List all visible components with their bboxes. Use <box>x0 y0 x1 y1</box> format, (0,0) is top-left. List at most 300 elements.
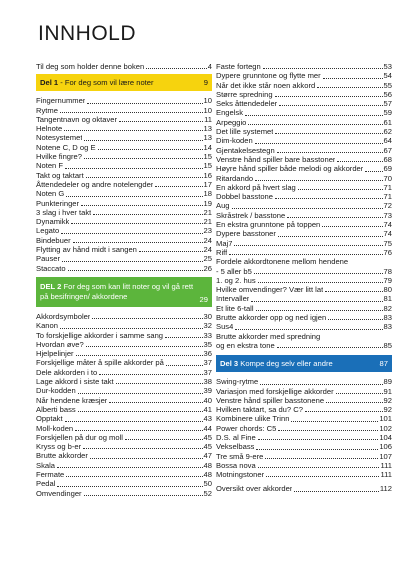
toc-entry[interactable] <box>36 115 212 124</box>
entry-text: Pedal <box>36 479 56 489</box>
toc-entry[interactable] <box>216 183 392 192</box>
entry-page: 13 <box>203 124 212 134</box>
dot-leader <box>65 168 203 169</box>
entry-page: 32 <box>203 321 212 331</box>
entry-text: Faste fortegn <box>216 62 261 71</box>
entry-text: Det lille systemet <box>216 127 274 137</box>
toc-entry[interactable] <box>36 124 212 133</box>
entry-text: Maj7 <box>216 238 233 248</box>
toc-entry[interactable] <box>216 257 392 266</box>
entry-text: og en ekstra tone <box>216 340 275 350</box>
toc-entry[interactable] <box>36 106 212 115</box>
dot-leader <box>66 476 202 477</box>
entry-page: 68 <box>383 154 392 164</box>
entry-text: Kryss og b-er <box>36 442 82 452</box>
dot-leader <box>125 439 203 440</box>
toc-entry[interactable] <box>216 461 392 470</box>
dot-leader <box>235 329 382 330</box>
section-header-del2[interactable] <box>36 277 212 307</box>
toc-entry-intro[interactable] <box>36 62 212 71</box>
page-title: INNHOLD <box>38 22 137 45</box>
entry-page: 72 <box>383 201 392 211</box>
dot-leader <box>325 291 382 292</box>
dot-leader <box>234 245 382 246</box>
entry-page: 43 <box>203 414 212 424</box>
toc-entry[interactable] <box>216 127 392 136</box>
toc-entry[interactable] <box>36 312 212 321</box>
entry-page: 111 <box>380 460 392 470</box>
toc-entry[interactable] <box>36 217 212 226</box>
entry-text: Et lite 6-tall <box>216 303 254 313</box>
toc-entry[interactable] <box>36 236 212 245</box>
toc-entry[interactable] <box>216 405 392 414</box>
entry-page: 11 <box>204 114 212 124</box>
toc-entry[interactable] <box>36 386 212 395</box>
entry-text: En ekstra grunntone på toppen <box>216 220 321 230</box>
entry-page: 67 <box>383 145 392 155</box>
entry-page: 21 <box>203 217 212 227</box>
entry-page: 24 <box>203 235 212 245</box>
dot-leader <box>93 214 202 215</box>
entry-text: Tangentnavn og oktaver <box>36 114 118 124</box>
toc-entry[interactable] <box>36 189 212 198</box>
entry-text: Notene C, D og E <box>36 142 96 152</box>
toc-entry[interactable] <box>36 479 212 488</box>
toc-entry[interactable] <box>216 81 392 90</box>
dot-leader <box>62 261 202 262</box>
entry-text: Når det ikke står noen akkord <box>216 80 316 90</box>
dot-leader <box>86 177 203 178</box>
toc-entry[interactable] <box>216 341 392 350</box>
toc-entry[interactable] <box>216 387 392 396</box>
toc-entry[interactable] <box>216 313 392 322</box>
section-label: Del 1 <box>40 77 59 87</box>
dot-leader <box>84 495 203 496</box>
dot-leader <box>84 140 202 141</box>
dot-leader <box>256 449 378 450</box>
dot-leader <box>166 365 203 366</box>
dot-leader <box>165 337 203 338</box>
dot-leader <box>291 421 378 422</box>
toc-entry[interactable] <box>36 161 212 170</box>
entry-page: 45 <box>203 442 212 452</box>
toc-entry[interactable] <box>216 294 392 303</box>
entry-text: Oversikt over akkorder <box>216 484 293 494</box>
entry-page: 83 <box>383 313 392 323</box>
entry-text: Pauser <box>36 254 61 264</box>
toc-entry[interactable] <box>36 331 212 340</box>
toc-entry[interactable] <box>216 322 392 331</box>
toc-entry[interactable] <box>216 332 392 341</box>
toc-entry[interactable] <box>36 414 212 423</box>
dot-leader <box>57 486 202 487</box>
entry-page: 21 <box>203 207 212 217</box>
toc-entry[interactable] <box>216 304 392 313</box>
dot-leader <box>139 251 203 252</box>
toc-entry[interactable] <box>216 71 392 80</box>
dot-leader <box>229 254 382 255</box>
toc-entry[interactable] <box>36 349 212 358</box>
toc-entry[interactable] <box>36 405 212 414</box>
entry-text: Forskjellige måter å spille akkorder på <box>36 358 164 368</box>
dot-leader <box>317 87 382 88</box>
entry-page: 45 <box>203 432 212 442</box>
dot-leader <box>73 242 203 243</box>
entry-page: 52 <box>203 488 212 498</box>
dot-leader <box>71 223 202 224</box>
entry-text: Hvordan øve? <box>36 339 84 349</box>
dot-leader <box>258 282 383 283</box>
entry-page: 10 <box>203 105 212 115</box>
entry-text: 3 slag i hver takt <box>36 207 92 217</box>
entry-page: 38 <box>203 377 212 387</box>
entry-text: To forskjellige akkorder i samme sang <box>36 330 164 340</box>
entry-page: 57 <box>383 99 392 109</box>
entry-text: Bossa nova <box>216 460 256 470</box>
dot-leader <box>260 384 382 385</box>
dot-leader <box>251 301 382 302</box>
dot-leader <box>263 68 383 69</box>
toc-entry[interactable] <box>36 321 212 330</box>
entry-text: Kombinere ulike Trinn <box>216 414 290 424</box>
entry-page: 73 <box>383 210 392 220</box>
dot-leader <box>365 171 382 172</box>
entry-page: 83 <box>383 322 392 332</box>
toc-entry[interactable] <box>36 152 212 161</box>
entry-text: Ritardando <box>216 173 254 183</box>
dot-leader <box>84 158 203 159</box>
entry-text: Venstre hånd spiller basstonene <box>216 395 325 405</box>
entry-text: Power chords: C5 <box>216 423 277 433</box>
dot-leader <box>60 112 203 113</box>
dot-leader <box>61 233 202 234</box>
entry-page: 62 <box>383 127 392 137</box>
section-page: 29 <box>199 294 208 304</box>
entry-page: 26 <box>203 263 212 273</box>
toc-entry[interactable] <box>216 414 392 423</box>
dot-leader <box>65 421 203 422</box>
entry-page: 40 <box>203 395 212 405</box>
entry-page: 44 <box>203 423 212 433</box>
entry-text: Rytme <box>36 105 58 115</box>
entry-text: Fingernummer <box>36 96 86 106</box>
entry-page: 59 <box>383 108 392 118</box>
entry-text: Moll-koden <box>36 423 74 433</box>
toc-entry[interactable] <box>216 276 392 285</box>
entry-text: Åttendedeler og andre notelengder <box>36 179 154 189</box>
toc-entry[interactable] <box>216 136 392 145</box>
dot-leader <box>86 346 203 347</box>
section-page: 87 <box>379 359 388 369</box>
entry-text: Skråstrek / basstone <box>216 210 286 220</box>
entry-page: 54 <box>383 71 392 81</box>
entry-text: Brutte akkorder med spredning <box>216 331 321 341</box>
entry-page: 35 <box>203 339 212 349</box>
toc-entry[interactable] <box>36 396 212 405</box>
dot-leader <box>278 236 383 237</box>
entry-text: Når hendene kræsjer <box>36 395 108 405</box>
toc-entry[interactable] <box>36 489 212 498</box>
toc-entry[interactable] <box>36 340 212 349</box>
entry-text: Dur-kodden <box>36 386 76 396</box>
toc-entry[interactable] <box>36 433 212 442</box>
entry-page: 82 <box>383 303 392 313</box>
entry-text: Brutte akkorder opp og ned igjen <box>216 313 327 323</box>
entry-text: Hvilke omvendinger? Vær litt lat <box>216 285 324 295</box>
dot-leader <box>78 411 203 412</box>
toc-entry[interactable] <box>216 155 392 164</box>
entry-page: 104 <box>379 432 392 442</box>
dot-leader <box>81 205 202 206</box>
left-column <box>36 62 212 498</box>
dot-leader <box>116 383 203 384</box>
dot-leader <box>109 402 202 403</box>
entry-page: 36 <box>203 349 212 359</box>
toc-entry[interactable] <box>36 254 212 263</box>
toc-entry[interactable] <box>36 245 212 254</box>
toc-entry[interactable] <box>216 90 392 99</box>
toc-entry-overview[interactable] <box>216 484 392 493</box>
entry-text: En akkord på hvert slag <box>216 182 296 192</box>
toc-entry[interactable] <box>216 285 392 294</box>
entry-text: Gjentakelsestegn <box>216 145 275 155</box>
toc-entry[interactable] <box>36 96 212 105</box>
entry-page: 37 <box>203 358 212 368</box>
dot-leader <box>258 439 379 440</box>
entry-text: Omvendinger <box>36 488 82 498</box>
dot-leader <box>254 273 383 274</box>
toc-list-del1 <box>36 96 212 273</box>
toc-entry[interactable] <box>36 442 212 451</box>
toc-entry[interactable] <box>36 377 212 386</box>
entry-page: 76 <box>383 247 392 257</box>
toc-entry[interactable] <box>216 62 392 71</box>
dot-leader <box>90 458 203 459</box>
toc-list-del2-cont <box>216 62 392 350</box>
entry-text: Variasjon med forskjellige akkorder <box>216 386 334 396</box>
dot-leader <box>87 103 202 104</box>
toc-entry[interactable] <box>36 208 212 217</box>
dot-leader <box>232 208 383 209</box>
toc-entry[interactable] <box>36 226 212 235</box>
entry-page: 81 <box>383 294 392 304</box>
toc-entry[interactable] <box>36 368 212 377</box>
dot-leader <box>275 133 382 134</box>
entry-text: Større spredning <box>216 89 273 99</box>
entry-text: Brutte akkorder <box>36 451 88 461</box>
section-header-del3[interactable] <box>216 355 392 372</box>
toc-entry[interactable] <box>216 211 392 220</box>
dot-leader <box>298 189 383 190</box>
dot-leader <box>277 152 383 153</box>
toc-entry[interactable] <box>36 180 212 189</box>
toc-entry[interactable] <box>36 199 212 208</box>
entry-text: Dynamikk <box>36 217 70 227</box>
entry-page: 41 <box>203 404 212 414</box>
entry-page: 92 <box>383 405 392 415</box>
dot-leader <box>255 143 383 144</box>
entry-text: Fordele akkordtonene mellom hendene <box>216 257 349 267</box>
entry-text: Dypere grunntone og flytte mer <box>216 71 321 81</box>
right-column <box>216 62 392 494</box>
entry-text: Bindebuer <box>36 235 71 245</box>
entry-page: 33 <box>203 330 212 340</box>
entry-page: 15 <box>203 152 212 162</box>
entry-page: 16 <box>203 170 212 180</box>
dot-leader <box>64 130 202 131</box>
entry-text: Swing-rytme <box>216 377 259 387</box>
entry-page: 91 <box>383 386 392 396</box>
entry-page: 4 <box>207 62 212 71</box>
entry-text: Hvilke fingre? <box>36 152 83 162</box>
entry-page: 47 <box>203 451 212 461</box>
entry-page: 30 <box>203 311 212 321</box>
entry-page: 89 <box>383 377 392 387</box>
entry-text: Dypere basstoner <box>216 229 276 239</box>
toc-entry[interactable] <box>216 99 392 108</box>
entry-text: Dele akkorden i to <box>36 367 98 377</box>
entry-text: Akkordsymboler <box>36 311 91 321</box>
entry-page: 10 <box>203 96 212 106</box>
toc-entry[interactable] <box>36 451 212 460</box>
entry-page: 78 <box>383 266 392 276</box>
toc-entry[interactable] <box>216 201 392 210</box>
entry-text: Alberti bass <box>36 404 76 414</box>
dot-leader <box>146 68 207 69</box>
toc-entry[interactable] <box>216 146 392 155</box>
entry-page: 64 <box>383 136 392 146</box>
section-title <box>40 78 204 88</box>
toc-entry[interactable] <box>216 377 392 386</box>
toc-entry[interactable] <box>216 424 392 433</box>
entry-page: 74 <box>383 229 392 239</box>
toc-entry[interactable] <box>36 358 212 367</box>
dot-leader <box>75 430 202 431</box>
entry-text: Seks åttendedeler <box>216 99 278 109</box>
entry-page: 55 <box>383 80 392 90</box>
entry-page: 14 <box>203 142 212 152</box>
toc-entry[interactable] <box>216 229 392 238</box>
entry-text: Staccato <box>36 263 66 273</box>
entry-text: Noten G <box>36 189 65 199</box>
entry-text: D.S. al Fine <box>216 432 256 442</box>
entry-text: 1. og 2. hus <box>216 275 256 285</box>
dot-leader <box>294 491 379 492</box>
entry-text: Riff <box>216 247 228 257</box>
entry-page: 71 <box>383 182 392 192</box>
entry-page: 71 <box>383 192 392 202</box>
toc-entry[interactable] <box>36 470 212 479</box>
entry-text: Helnote <box>36 124 63 134</box>
toc-entry[interactable] <box>216 220 392 229</box>
toc-entry[interactable] <box>216 470 392 479</box>
dot-leader <box>255 180 382 181</box>
toc-entry[interactable] <box>36 143 212 152</box>
section-header-del1[interactable] <box>36 74 212 91</box>
entry-page: 25 <box>203 254 212 264</box>
toc-entry[interactable] <box>216 396 392 405</box>
toc-entry[interactable] <box>216 442 392 451</box>
entry-page: 19 <box>203 198 212 208</box>
entry-page: 92 <box>383 395 392 405</box>
dot-leader <box>256 310 383 311</box>
entry-page: 48 <box>203 469 212 479</box>
entry-text: Hvilken taktart, sa du? C? <box>216 405 303 415</box>
toc-entry[interactable] <box>216 174 392 183</box>
dot-leader <box>60 328 203 329</box>
entry-text: Til deg som holder denne boken <box>36 62 145 71</box>
entry-page: 75 <box>383 238 392 248</box>
dot-leader <box>336 393 383 394</box>
dot-leader <box>265 458 378 459</box>
entry-text: Dobbel basstone <box>216 192 273 202</box>
toc-list-del2 <box>36 312 212 498</box>
entry-text: Opptakt <box>36 414 63 424</box>
entry-page: 23 <box>203 226 212 236</box>
entry-page: 85 <box>383 340 392 350</box>
dot-leader <box>305 411 383 412</box>
dot-leader <box>275 96 383 97</box>
toc-entry[interactable] <box>36 461 212 470</box>
entry-text: Motningstoner <box>216 470 265 480</box>
toc-entry[interactable] <box>216 452 392 461</box>
section-text: Kompe deg selv eller andre <box>238 358 333 368</box>
toc-entry[interactable] <box>36 424 212 433</box>
entry-text: Tre små 9-ere <box>216 451 264 461</box>
toc-entry[interactable] <box>216 108 392 117</box>
entry-page: 50 <box>203 479 212 489</box>
toc-entry[interactable] <box>216 192 392 201</box>
entry-page: 15 <box>203 161 212 171</box>
section-text: - For deg som vil lære noter <box>58 77 154 87</box>
dot-leader <box>66 196 202 197</box>
entry-text: Noten F <box>36 161 64 171</box>
toc-entry[interactable] <box>216 267 392 276</box>
toc-entry[interactable] <box>216 248 392 257</box>
entry-text: Dim-koden <box>216 136 253 146</box>
section-page: 9 <box>203 78 208 88</box>
toc-entry[interactable] <box>36 133 212 142</box>
toc-entry[interactable] <box>216 118 392 127</box>
toc-entry[interactable] <box>36 171 212 180</box>
dot-leader <box>275 198 383 199</box>
toc-entry[interactable] <box>216 164 392 173</box>
dot-leader <box>83 448 202 449</box>
entry-text: Engelsk <box>216 108 244 118</box>
entry-page: 79 <box>383 275 392 285</box>
entry-text: Punkteringer <box>36 198 80 208</box>
toc-entry[interactable] <box>216 433 392 442</box>
entry-text: Vekselbass <box>216 442 255 452</box>
dot-leader <box>328 319 382 320</box>
entry-page: 13 <box>203 133 212 143</box>
dot-leader <box>266 476 379 477</box>
entry-page: 70 <box>383 173 392 183</box>
dot-leader <box>258 467 380 468</box>
entry-text: Arpeggio <box>216 117 247 127</box>
dot-leader <box>287 217 382 218</box>
dot-leader <box>337 161 382 162</box>
toc-entry[interactable] <box>216 239 392 248</box>
entry-text: Høyre hånd spiller både melodi og akkorder <box>216 164 364 174</box>
section-text: For deg som kan litt noter og vil gå rett på besifringen/ akkordene <box>40 281 194 301</box>
entry-text: Sus4 <box>216 322 234 332</box>
entry-page: 106 <box>379 442 392 452</box>
entry-text: Fermate <box>36 469 65 479</box>
entry-text: Legato <box>36 226 60 236</box>
toc-entry[interactable] <box>36 264 212 273</box>
entry-page: 112 <box>379 484 392 494</box>
